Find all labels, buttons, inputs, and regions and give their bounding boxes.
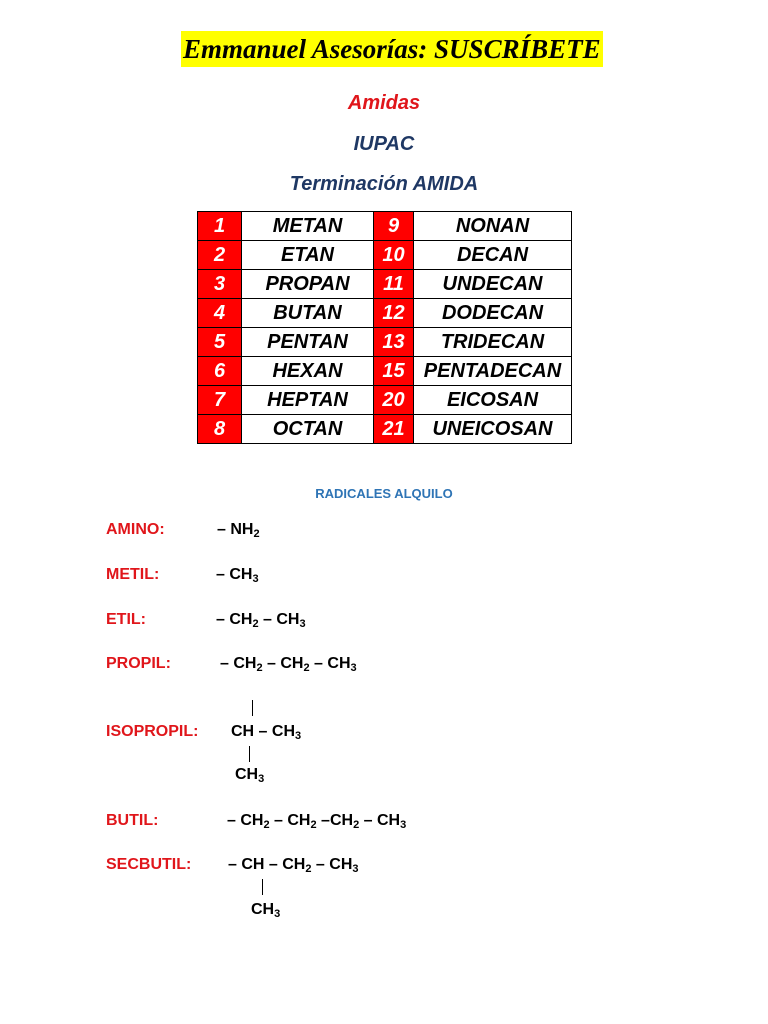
- row-number: 5: [198, 328, 242, 357]
- amino-label: AMINO:: [106, 521, 165, 538]
- row-number: 6: [198, 357, 242, 386]
- row-number: 15: [374, 357, 414, 386]
- etil-label: ETIL:: [106, 611, 146, 628]
- row-number: 13: [374, 328, 414, 357]
- isopropil-formula: CH – $CH_3$: [231, 723, 302, 742]
- prefix-name: UNDECAN: [414, 270, 572, 299]
- row-number: 9: [374, 212, 414, 241]
- row-number: 12: [374, 299, 414, 328]
- isopropil-top-bond: [252, 700, 253, 716]
- prefix-name: DECAN: [414, 241, 572, 270]
- table-row: [198, 328, 572, 357]
- table-row: [198, 270, 572, 299]
- isopropil-branch: $CH_3$: [235, 766, 265, 785]
- butil-formula: – $CH_2 - CH_2$ $-CH_2 - CH_3$: [227, 812, 407, 831]
- propil-label: PROPIL:: [106, 655, 171, 672]
- alkane-prefix-table: [197, 211, 572, 444]
- prefix-name: ETAN: [242, 241, 374, 270]
- section-title: RADICALES ALQUILO: [315, 486, 453, 501]
- row-number: 7: [198, 386, 242, 415]
- row-number: 3: [198, 270, 242, 299]
- row-number: 10: [374, 241, 414, 270]
- isopropil-label: ISOPROPIL:: [106, 723, 199, 740]
- table-row: [198, 415, 572, 444]
- topic-title: Amidas: [347, 92, 421, 114]
- prefix-name: HEXAN: [242, 357, 374, 386]
- row-number: 21: [374, 415, 414, 444]
- prefix-name: UNEICOSAN: [414, 415, 572, 444]
- row-number: 1: [198, 212, 242, 241]
- prefix-name: PENTADECAN: [414, 357, 572, 386]
- prefix-name: EICOSAN: [414, 386, 572, 415]
- metil-formula: – $CH_3$: [216, 566, 259, 585]
- prefix-name: OCTAN: [242, 415, 374, 444]
- row-number: 20: [374, 386, 414, 415]
- prefix-name: PENTAN: [242, 328, 374, 357]
- secbutil-bond: [262, 879, 263, 895]
- secbutil-label: SECBUTIL:: [106, 856, 192, 873]
- nomenclature-system: IUPAC: [353, 133, 415, 155]
- prefix-name: NONAN: [414, 212, 572, 241]
- table-row: [198, 212, 572, 241]
- butil-label: BUTIL:: [106, 812, 159, 829]
- table-row: [198, 386, 572, 415]
- etil-formula: – $CH_2 - CH_3$: [216, 611, 306, 630]
- prefix-name: HEPTAN: [242, 386, 374, 415]
- table-row: [198, 357, 572, 386]
- prefix-name: TRIDECAN: [414, 328, 572, 357]
- metil-label: METIL:: [106, 566, 160, 583]
- prefix-name: METAN: [242, 212, 374, 241]
- row-number: 2: [198, 241, 242, 270]
- isopropil-bottom-bond: [249, 746, 250, 762]
- row-number: 11: [374, 270, 414, 299]
- table-row: [198, 299, 572, 328]
- row-number: 8: [198, 415, 242, 444]
- channel-banner: Emmanuel Asesorías: SUSCRÍBETE: [181, 31, 603, 67]
- ending-rule: Terminación AMIDA: [289, 173, 479, 195]
- propil-formula: – $CH_2 - CH_2 - CH_3$: [220, 655, 357, 674]
- secbutil-branch: $CH_3$: [251, 901, 281, 920]
- table-row: [198, 241, 572, 270]
- prefix-name: DODECAN: [414, 299, 572, 328]
- row-number: 4: [198, 299, 242, 328]
- prefix-name: BUTAN: [242, 299, 374, 328]
- prefix-name: PROPAN: [242, 270, 374, 299]
- secbutil-formula: – CH – $CH_2 - CH_3$: [228, 856, 359, 875]
- amino-formula: – $NH_2$: [217, 521, 260, 540]
